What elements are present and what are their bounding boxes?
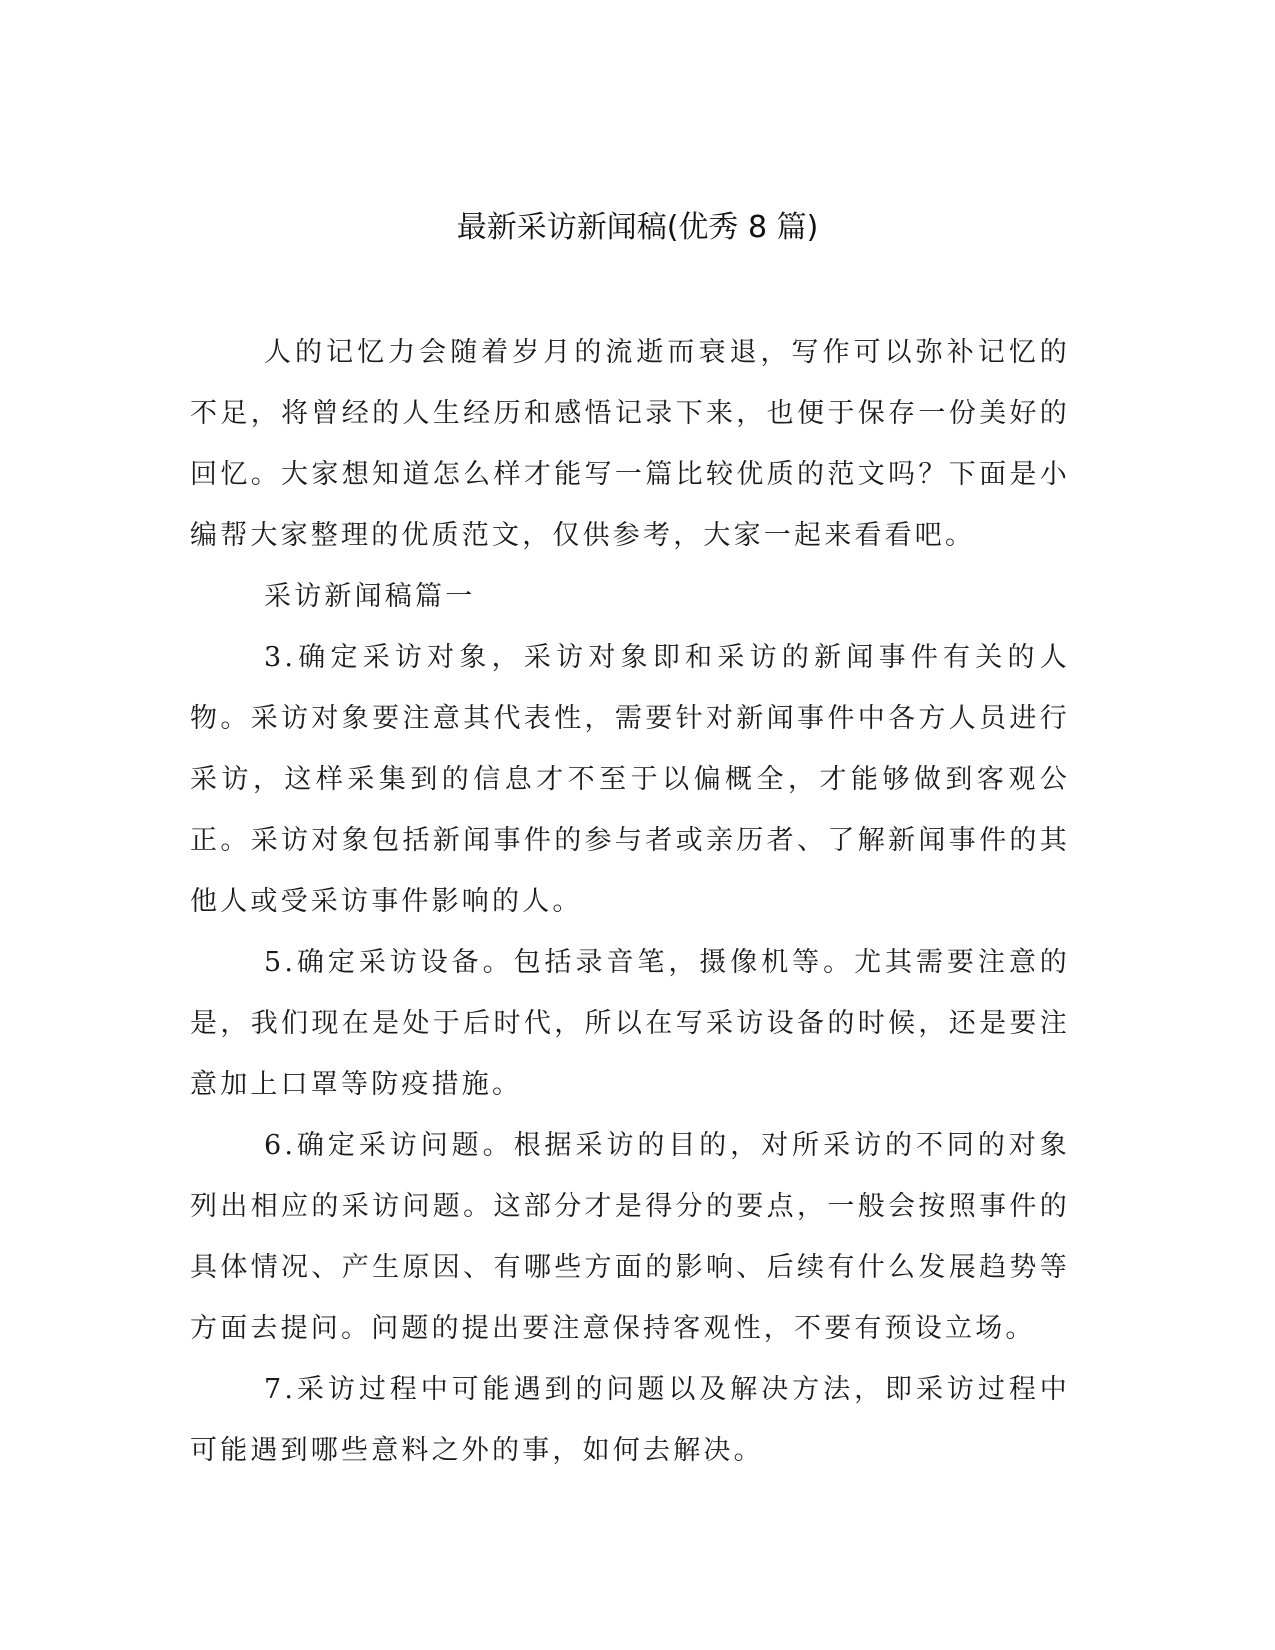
paragraph-item-3: 3.确定采访对象，采访对象即和采访的新闻事件有关的人物。采访对象要注意其代表性，需要针对新闻事件中各方人员进行采访，这样采集到的信息才不至于以偏概全，才能够做到客观公正。采访对象包括新闻事件的参与者或亲历者、了解新闻事件的其他人或受采访事件影响的人。 [190,642,1070,917]
document-body [190,322,1070,1481]
paragraph-item-5: 5.确定采访设备。包括录音笔，摄像机等。尤其需要注意的是，我们现在是处于后时代，所以在写采访设备的时候，还是要注意加上口罩等防疫措施。 [190,947,1070,1100]
paragraph-item-7: 7.采访过程中可能遇到的问题以及解决方法，即采访过程中可能遇到哪些意料之外的事，如何去解决。 [190,1374,1070,1466]
document-title: 最新采访新闻稿(优秀 8 篇) [456,210,819,245]
intro-paragraph: 人的记忆力会随着岁月的流逝而衰退，写作可以弥补记忆的不足，将曾经的人生经历和感悟记录下来，也便于保存一份美好的回忆。大家想知道怎么样才能写一篇比较优质的范文吗？下面是小编帮大家整理的优质范文，仅供参考，大家一起来看看吧。 [190,337,1070,551]
paragraph-item-6: 6.确定采访问题。根据采访的目的，对所采访的不同的对象列出相应的采访问题。这部分才是得分的要点，一般会按照事件的具体情况、产生原因、有哪些方面的影响、后续有什么发展趋势等方面去提问。问题的提出要注意保持客观性，不要有预设立场。 [190,1130,1070,1344]
section-heading: 采访新闻稿篇一 [264,581,476,612]
